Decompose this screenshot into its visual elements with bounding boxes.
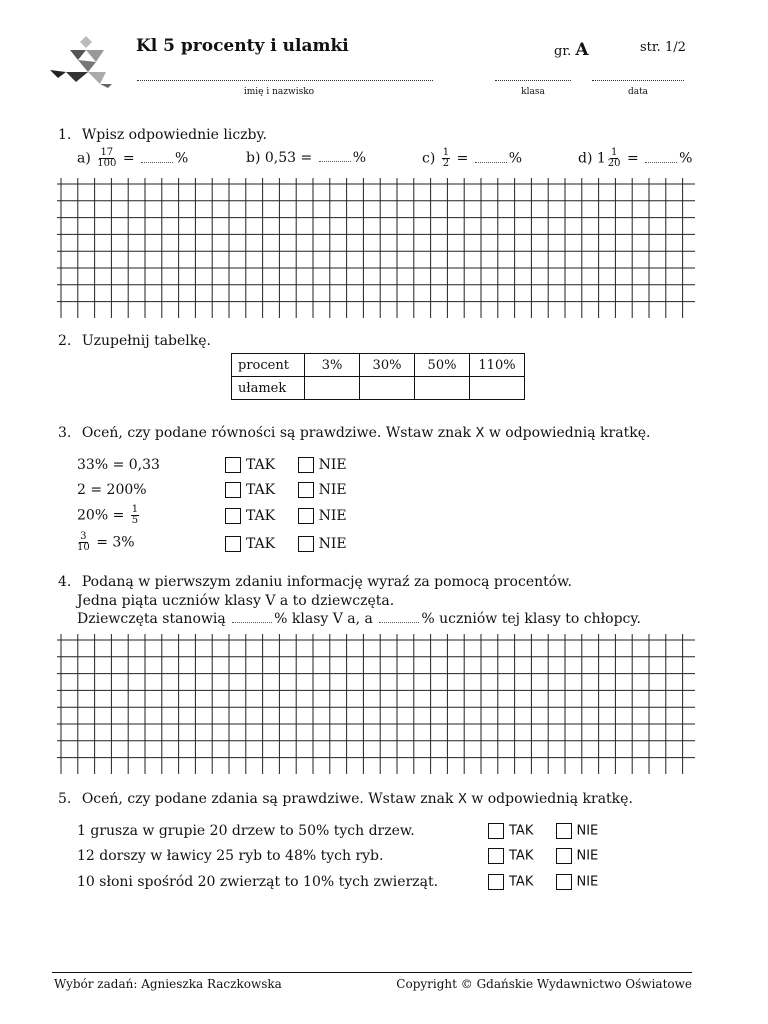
q3-row-3-num: 1 xyxy=(131,504,139,515)
q1-b-label: b) 0,53 = xyxy=(246,150,313,166)
q3-row-4-num: 3 xyxy=(80,531,87,542)
q3-x-mark: X xyxy=(475,426,485,441)
q4-boys-blank[interactable] xyxy=(379,612,419,623)
q2-text: Uzupełnij tabelkę. xyxy=(81,333,211,349)
q1-number: 1. xyxy=(58,127,72,143)
class-label: klasa xyxy=(521,87,545,97)
q5-yes-checkbox-3[interactable] xyxy=(488,874,504,890)
q5-options-1 xyxy=(488,823,598,839)
q1-d-label: d) 1 xyxy=(578,150,606,167)
table-answer-cell[interactable] xyxy=(470,377,525,400)
q3-yes-label: TAK xyxy=(246,508,276,524)
q5-no-checkbox-2[interactable] xyxy=(556,848,572,864)
page-number: str. 1/2 xyxy=(640,40,686,55)
q5-no-checkbox-1[interactable] xyxy=(556,823,572,839)
q4-girls-blank[interactable] xyxy=(232,612,272,623)
q5-yes-label: TAK xyxy=(509,874,534,890)
table-cell: 110% xyxy=(470,354,525,377)
name-label: imię i nazwisko xyxy=(243,87,315,97)
q3-no-label: NIE xyxy=(318,457,347,473)
q3-options-3 xyxy=(225,508,347,524)
table-cell: 30% xyxy=(360,354,415,377)
table-cell: 3% xyxy=(305,354,360,377)
q3-yes-label: TAK xyxy=(246,482,276,498)
q4-line-3 xyxy=(77,611,641,627)
q5-yes-checkbox-2[interactable] xyxy=(488,848,504,864)
q5-text-b: w odpowiednią kratkę. xyxy=(471,791,633,807)
q1-a-pct: % xyxy=(175,150,189,167)
q3-row-4 xyxy=(75,532,135,553)
table-header-percent: procent xyxy=(232,354,305,377)
q1-b-pct: % xyxy=(352,150,366,166)
q4-number: 4. xyxy=(58,574,72,590)
q3-yes-checkbox-3[interactable] xyxy=(225,508,241,524)
q3-number: 3. xyxy=(58,425,72,441)
q3-row-3-den: 5 xyxy=(131,515,139,526)
answer-grid-2[interactable] xyxy=(57,634,695,774)
class-field[interactable] xyxy=(495,80,571,81)
q5-yes-checkbox-1[interactable] xyxy=(488,823,504,839)
logo-icon xyxy=(48,32,114,88)
q1-c-eq: = xyxy=(456,150,469,167)
q3-yes-label: TAK xyxy=(246,536,276,552)
q3-row-4-den: 10 xyxy=(77,542,90,553)
footer-copyright: Copyright © Gdańskie Wydawnictwo Oświatowe xyxy=(396,977,692,991)
q4-line-3-b: % klasy V a, a xyxy=(274,611,373,627)
footer-divider xyxy=(52,972,692,973)
q1-d-eq: = xyxy=(626,150,639,167)
q3-row-4-text: = 3% xyxy=(96,534,135,551)
q3-options-1 xyxy=(225,457,347,473)
q1-item-a xyxy=(77,148,188,169)
table-row-fraction xyxy=(232,377,525,400)
table-answer-cell[interactable] xyxy=(415,377,470,400)
table-answer-cell[interactable] xyxy=(305,377,360,400)
q3-no-checkbox-3[interactable] xyxy=(298,508,314,524)
q3-no-checkbox-2[interactable] xyxy=(298,482,314,498)
table-row-percent xyxy=(232,354,525,377)
q5-no-label: NIE xyxy=(576,823,599,839)
group-label-text: gr. xyxy=(554,44,572,59)
q1-d-num: 1 xyxy=(610,147,618,158)
q4-heading xyxy=(58,574,572,590)
table-cell: 50% xyxy=(415,354,470,377)
q1-a-eq: = xyxy=(122,150,135,167)
q1-c-blank[interactable] xyxy=(475,152,507,163)
date-label: data xyxy=(627,87,649,97)
footer-author: Wybór zadań: Agnieszka Raczkowska xyxy=(54,977,282,991)
q1-c-fraction xyxy=(442,148,450,169)
q1-a-blank[interactable] xyxy=(141,152,173,163)
q1-a-label: a) xyxy=(77,150,91,167)
q2-heading xyxy=(58,333,211,349)
q1-item-c xyxy=(422,148,522,169)
q3-options-2 xyxy=(225,482,347,498)
table-answer-cell[interactable] xyxy=(360,377,415,400)
q5-no-checkbox-3[interactable] xyxy=(556,874,572,890)
q5-x-mark: X xyxy=(457,792,467,807)
q1-b-blank[interactable] xyxy=(319,151,351,162)
q1-d-pct: % xyxy=(679,150,693,167)
q1-item-d xyxy=(578,148,692,169)
page-title: Kl 5 procenty i ulamki xyxy=(136,36,349,56)
q5-row-1: 1 grusza w grupie 20 drzew to 50% tych drzew. xyxy=(77,823,415,839)
q3-yes-checkbox-2[interactable] xyxy=(225,482,241,498)
q3-row-3-text: 20% = xyxy=(77,507,125,524)
q5-row-2: 12 dorszy w ławicy 25 ryb to 48% tych ryb. xyxy=(77,848,384,864)
q3-no-label: NIE xyxy=(318,482,347,498)
q4-line-3-a: Dziewczęta stanowią xyxy=(77,611,226,627)
q5-number: 5. xyxy=(58,791,72,807)
q5-row-3: 10 słoni spośród 20 zwierząt to 10% tych zwierząt. xyxy=(77,874,439,890)
q5-yes-label: TAK xyxy=(509,823,534,839)
q5-text-a: Oceń, czy podane zdania są prawdziwe. Wstaw znak xyxy=(81,791,454,807)
q5-yes-label: TAK xyxy=(509,848,534,864)
q1-a-fraction xyxy=(97,148,116,169)
q1-a-den: 100 xyxy=(97,158,117,169)
q3-row-4-fraction xyxy=(77,532,90,553)
q5-options-3 xyxy=(488,874,598,890)
q5-no-label: NIE xyxy=(576,848,599,864)
answer-grid-1[interactable] xyxy=(57,178,695,318)
date-field[interactable] xyxy=(592,80,684,81)
q1-c-pct: % xyxy=(508,150,523,167)
q3-yes-checkbox-4[interactable] xyxy=(225,536,241,552)
q3-row-2: 2 = 200% xyxy=(77,482,147,498)
q3-yes-checkbox-1[interactable] xyxy=(225,457,241,473)
q3-row-3 xyxy=(77,505,141,526)
q1-d-blank[interactable] xyxy=(645,152,677,163)
q1-item-b xyxy=(246,150,366,166)
q1-c-num: 1 xyxy=(442,147,450,158)
q3-row-3-fraction xyxy=(131,505,139,526)
q1-c-label: c) xyxy=(422,150,436,167)
q5-options-2 xyxy=(488,848,598,864)
group-value: A xyxy=(575,40,589,60)
q3-options-4 xyxy=(225,536,347,552)
q1-text: Wpisz odpowiednie liczby. xyxy=(81,127,268,143)
q3-text-a: Oceń, czy podane równości są prawdziwe. Wstaw znak xyxy=(81,425,472,441)
q3-heading xyxy=(58,425,650,441)
q1-c-den: 2 xyxy=(442,158,450,169)
q1-d-den: 20 xyxy=(607,158,621,169)
q4-line-2: Jedna piąta uczniów klasy V a to dziewczęta. xyxy=(77,593,395,609)
percent-fraction-table xyxy=(231,353,525,400)
q1-a-num: 17 xyxy=(100,147,114,158)
q3-no-label: NIE xyxy=(318,508,347,524)
q1-d-fraction xyxy=(608,148,621,169)
q3-no-label: NIE xyxy=(318,536,347,552)
q4-line-3-c: % uczniów tej klasy to chłopcy. xyxy=(421,611,641,627)
q4-line-1: Podaną w pierwszym zdaniu informację wyraź za pomocą procentów. xyxy=(81,574,572,590)
q3-row-1: 33% = 0,33 xyxy=(77,457,160,473)
q5-no-label: NIE xyxy=(576,874,599,890)
name-field[interactable] xyxy=(137,80,433,81)
group-label xyxy=(554,40,589,60)
q3-no-checkbox-4[interactable] xyxy=(298,536,314,552)
q3-yes-label: TAK xyxy=(246,457,276,473)
q5-heading xyxy=(58,791,633,807)
q1-heading xyxy=(58,127,267,143)
q3-no-checkbox-1[interactable] xyxy=(298,457,314,473)
q3-text-b: w odpowiednią kratkę. xyxy=(488,425,651,441)
table-header-fraction: ułamek xyxy=(232,377,305,400)
q2-number: 2. xyxy=(58,333,72,349)
